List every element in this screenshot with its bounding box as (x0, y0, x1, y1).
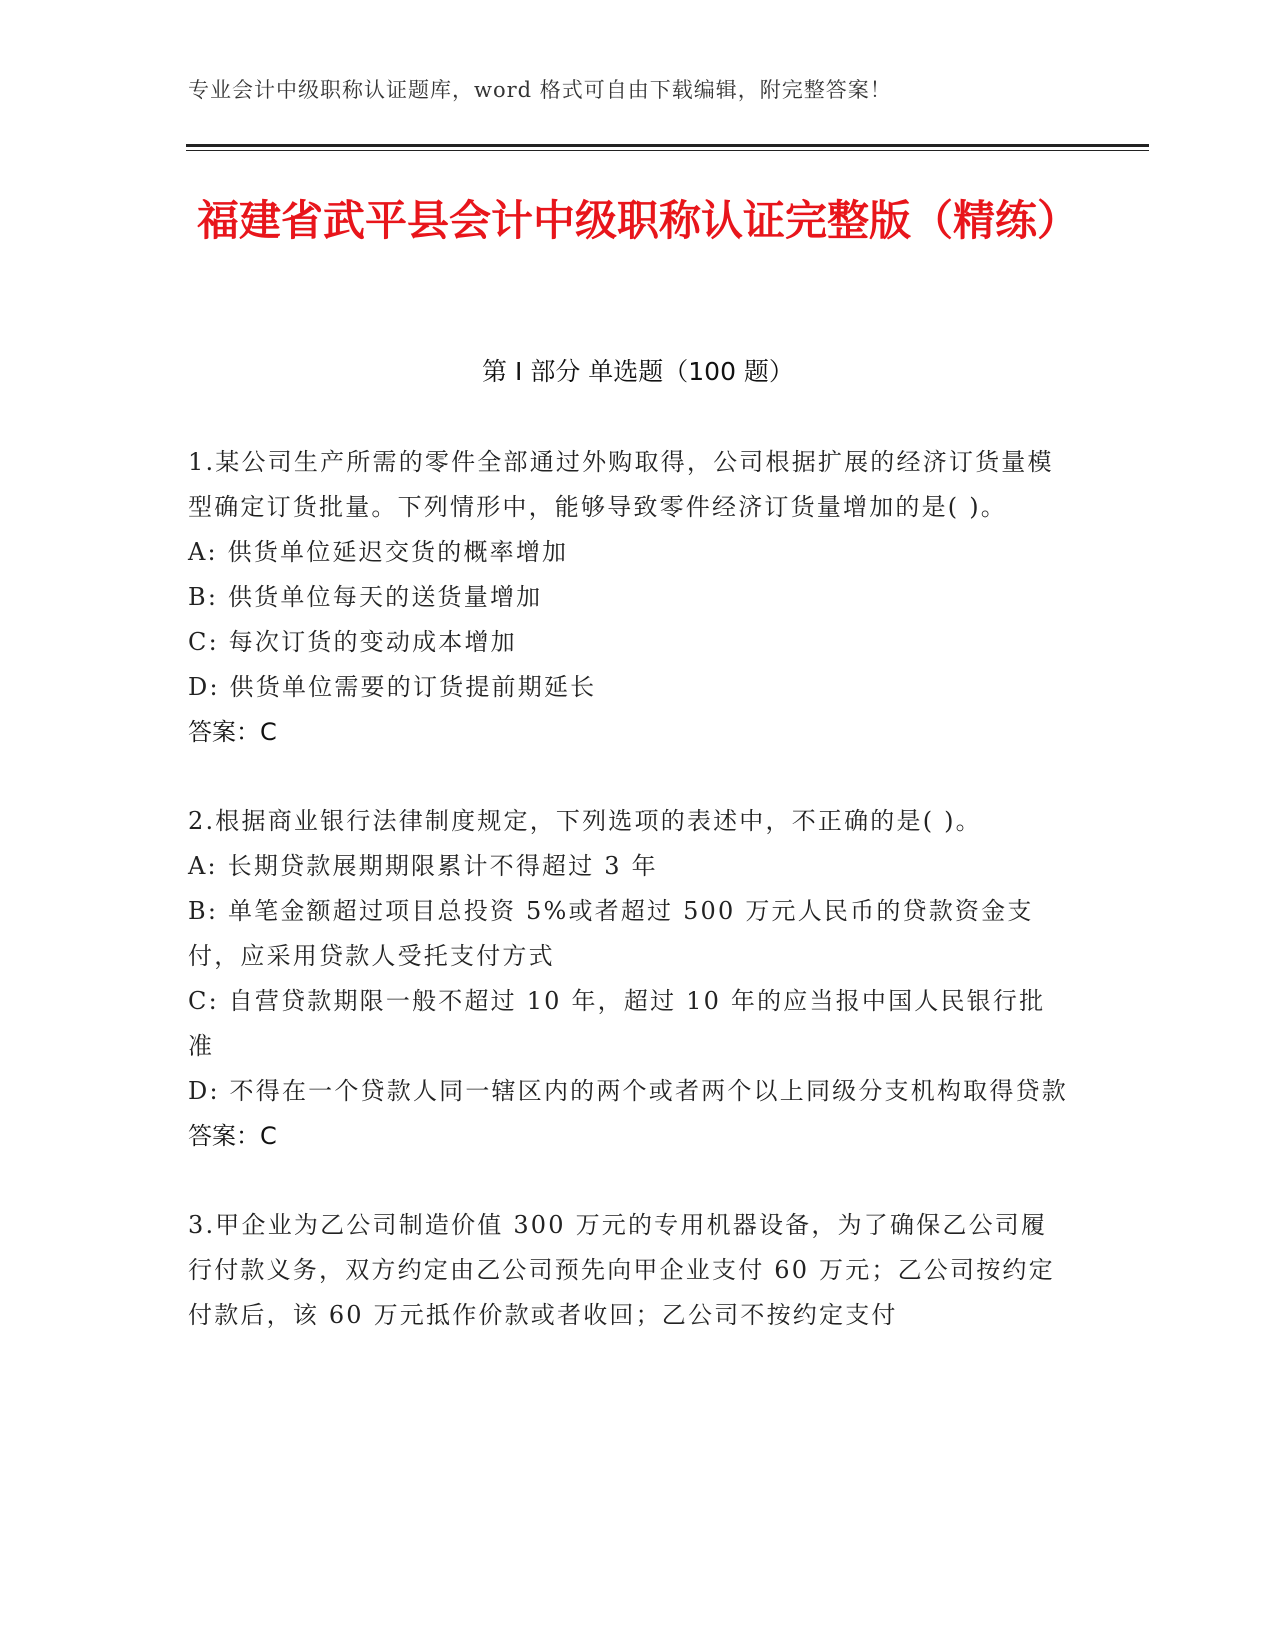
answer-line: 答案：C (188, 718, 277, 746)
question-stem: 3.甲企业为乙公司制造价值 300 万元的专用机器设备，为了确保乙公司履行付款义务，双方约定由乙公司预先向甲企业支付 60 万元；乙公司按约定付款后，该 60 万元抵作价款或者收回；乙公司不按约定支付 (188, 1211, 1055, 1329)
question-stem: 2.根据商业银行法律制度规定，下列选项的表述中，不正确的是( )。 (188, 807, 982, 835)
page-header: 专业会计中级职称认证题库，word 格式可自由下载编辑，附完整答案！ (188, 78, 892, 102)
section-heading: 第 I 部分 单选题（100 题） (482, 357, 794, 386)
option-d: D: 不得在一个贷款人同一辖区内的两个或者两个以上同级分支机构取得贷款 (188, 1077, 1068, 1105)
option-d: D: 供货单位需要的订货提前期延长 (188, 673, 597, 701)
option-c: C: 自营贷款期限一般不超过 10 年，超过 10 年的应当报中国人民银行批准 (188, 987, 1046, 1060)
option-b: B: 单笔金额超过项目总投资 5%或者超过 500 万元人民币的贷款资金支付，应采用贷款人受托支付方式 (188, 897, 1034, 970)
document-title: 福建省武平县会计中级职称认证完整版（精练） (196, 196, 1079, 245)
question-list (188, 440, 1068, 1382)
header-divider-thin (186, 150, 1149, 151)
answer-line: 答案：C (188, 1122, 277, 1150)
option-c: C: 每次订货的变动成本增加 (188, 628, 517, 656)
question-stem: 1.某公司生产所需的零件全部通过外购取得，公司根据扩展的经济订货量模型确定订货批量。下列情形中，能够导致零件经济订货量增加的是( )。 (188, 448, 1054, 521)
question-3 (188, 1203, 1068, 1338)
option-b: B: 供货单位每天的送货量增加 (188, 583, 543, 611)
option-a: A: 供货单位延迟交货的概率增加 (188, 538, 569, 566)
option-a: A: 长期贷款展期期限累计不得超过 3 年 (188, 852, 658, 880)
header-divider (186, 144, 1149, 147)
question-1 (188, 440, 1068, 755)
question-2 (188, 799, 1068, 1159)
